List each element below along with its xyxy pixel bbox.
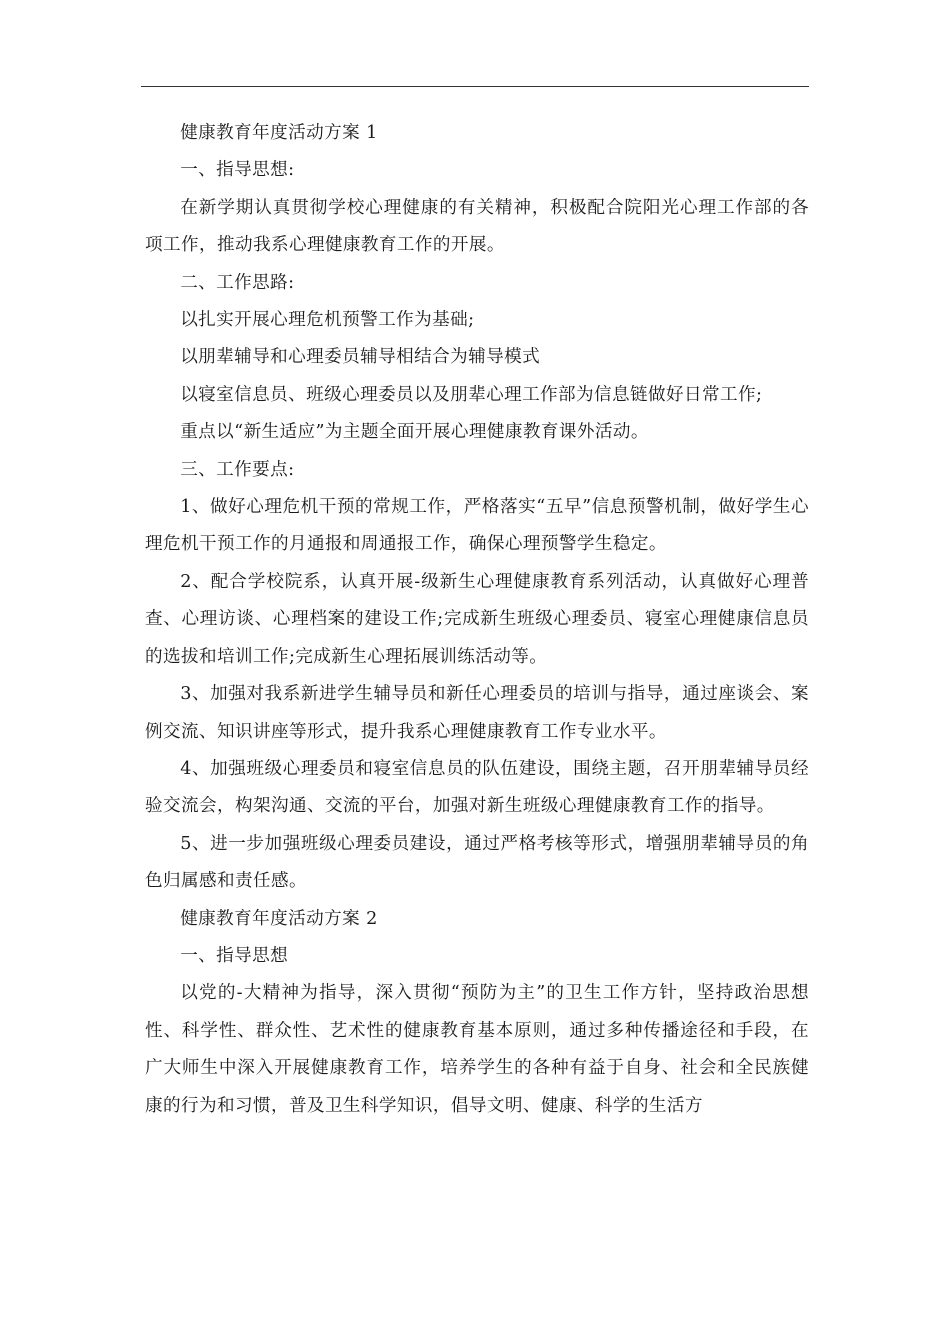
section-heading-key-points: 三、工作要点: — [180, 459, 295, 480]
paragraph-key-point-5: 5、进一步加强班级心理委员建设，通过严格考核等形式，增强朋辈辅导员的角色归属感和责任感。 — [145, 833, 809, 892]
paragraph-approach-1: 以扎实开展心理危机预警工作为基础; — [180, 310, 475, 331]
section-heading-guiding-ideology: 一、指导思想: — [180, 160, 295, 181]
paragraph-key-point-4: 4、加强班级心理委员和寝室信息员的队伍建设，围绕主题，召开朋辈辅导员经验交流会，构架沟通、交流的平台，加强对新生班级心理健康教育工作的指导。 — [145, 758, 809, 817]
paragraph-key-point-3: 3、加强对我系新进学生辅导员和新任心理委员的培训与指导，通过座谈会、案例交流、知识讲座等形式，提升我系心理健康教育工作专业水平。 — [145, 684, 809, 742]
paragraph-guiding-ideology-2: 以党的-大精神为指导，深入贯彻“预防为主”的卫生工作方针，坚持政治思想性、科学性、群众性、艺术性的健康教育基本原则，通过多种传播途径和手段，在广大师生中深入开展健康教育工作，培养学生的各种有益于自身、社会和全民族健康的行为和习惯，普及卫生科学知识，倡导文明、健康、科学的生活方 — [145, 983, 809, 1116]
paragraph-approach-3: 以寝室信息员、班级心理委员以及朋辈心理工作部为信息链做好日常工作; — [180, 384, 763, 405]
paragraph-key-point-1: 1、做好心理危机干预的常规工作，严格落实“五早”信息预警机制，做好学生心理危机干预工作的月通报和周通报工作，确保心理预警学生稳定。 — [145, 497, 809, 555]
paragraph-guiding-ideology: 在新学期认真贯彻学校心理健康的有关精神，积极配合院阳光心理工作部的各项工作，推动我系心理健康教育工作的开展。 — [145, 197, 809, 256]
plan-1-title: 健康教育年度活动方案 1 — [180, 123, 378, 143]
paragraph-approach-2: 以朋辈辅导和心理委员辅导相结合为辅导模式 — [180, 347, 541, 368]
header-rule — [141, 86, 809, 87]
plan-2-title: 健康教育年度活动方案 2 — [180, 908, 378, 929]
document-body — [145, 115, 809, 1125]
paragraph-approach-4: 重点以“新生适应”为主题全面开展心理健康教育课外活动。 — [180, 422, 649, 443]
paragraph-key-point-2: 2、配合学校院系，认真开展-级新生心理健康教育系列活动，认真做好心理普查、心理访谈、心理档案的建设工作;完成新生班级心理委员、寝室心理健康信息员的选拔和培训工作;完成新生心理拓展训练活动等。 — [145, 571, 809, 667]
section-heading-work-approach: 二、工作思路: — [180, 272, 295, 293]
section-heading-guiding-ideology-2: 一、指导思想 — [180, 945, 289, 966]
